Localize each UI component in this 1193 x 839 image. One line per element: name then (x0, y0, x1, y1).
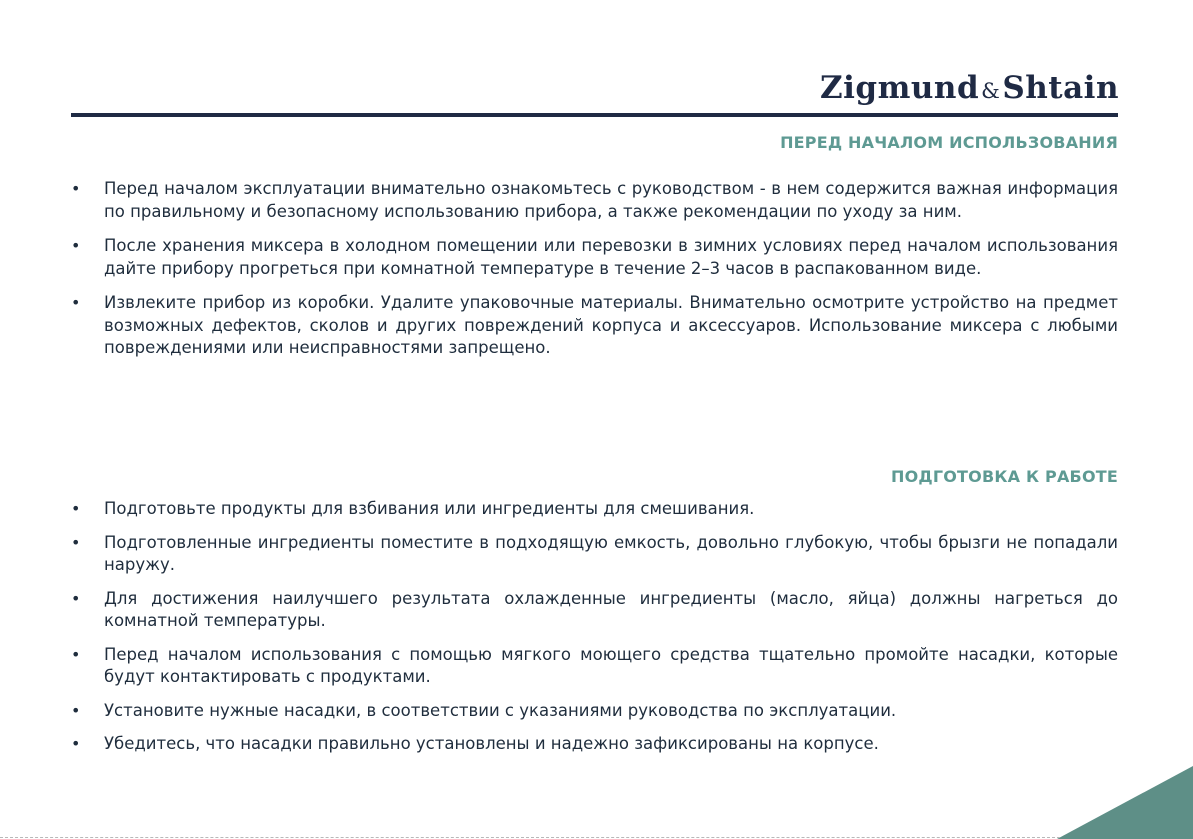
bullet-icon: • (71, 179, 81, 198)
bullet-icon: • (71, 700, 81, 720)
bullet-icon: • (71, 293, 81, 312)
list-item (70, 498, 1118, 521)
list-item (70, 644, 1118, 689)
list-item (70, 588, 1118, 633)
list-item (70, 700, 1118, 723)
list-item (70, 733, 1118, 756)
bullet-icon: • (71, 236, 81, 255)
section-title-preparation: ПОДГОТОВКА К РАБОТЕ (891, 467, 1118, 486)
list-item (70, 235, 1118, 280)
page-bottom-border (0, 837, 1060, 838)
list-item-text: Перед началом эксплуатации внимательно ознакомьтесь с руководством - в нем содержится важная информация по правильному и безопасному использованию прибора, а также рекомендации по уходу за ним. (104, 179, 1118, 221)
before-use-list (70, 178, 1118, 372)
brand-logo-ampersand: & (981, 79, 1001, 103)
bullet-icon: • (71, 532, 81, 552)
list-item-text: Извлеките прибор из коробки. Удалите упаковочные материалы. Внимательно осмотрите устройство на предмет возможных дефектов, сколов и других повреждений корпуса и аксессуаров. Использование миксера с любыми повреждениями или неисправностями запрещено. (104, 293, 1118, 357)
list-item-text: После хранения миксера в холодном помещении или перевозки в зимних условиях перед началом использования дайте прибору прогреться при комнатной температуре в течение 2–3 часов в распакованном виде. (104, 236, 1118, 278)
preparation-list (70, 498, 1118, 767)
section-title-before-use: ПЕРЕД НАЧАЛОМ ИСПОЛЬЗОВАНИЯ (780, 133, 1118, 152)
header-divider (71, 113, 1118, 117)
list-item-text: Подготовьте продукты для взбивания или ингредиенты для смешивания. (104, 499, 755, 518)
list-item-text: Перед началом использования с помощью мягкого моющего средства тщательно промойте насадки, которые будут контактировать с продуктами. (104, 644, 1118, 686)
brand-logo-part1: Zigmund (820, 70, 980, 106)
list-item-text: Для достижения наилучшего результата охлажденные ингредиенты (масло, яйца) должны нагреться до комнатной температуры. (104, 588, 1118, 630)
list-item-text: Установите нужные насадки, в соответствии с указаниями руководства по эксплуатации. (104, 700, 897, 720)
list-item (70, 532, 1118, 577)
brand-logo-part2: Shtain (1002, 70, 1119, 106)
bullet-icon: • (71, 499, 81, 518)
bullet-icon: • (71, 588, 81, 608)
bullet-icon: • (71, 734, 81, 753)
list-item-text: Подготовленные ингредиенты поместите в подходящую емкость, довольно глубокую, чтобы брызги не попадали наружу. (104, 532, 1118, 574)
list-item (70, 178, 1118, 223)
bullet-icon: • (71, 644, 81, 664)
list-item-text: Убедитесь, что насадки правильно установлены и надежно зафиксированы на корпусе. (104, 734, 879, 753)
brand-logo (820, 70, 1119, 106)
list-item (70, 292, 1118, 360)
corner-decoration (1057, 766, 1193, 839)
